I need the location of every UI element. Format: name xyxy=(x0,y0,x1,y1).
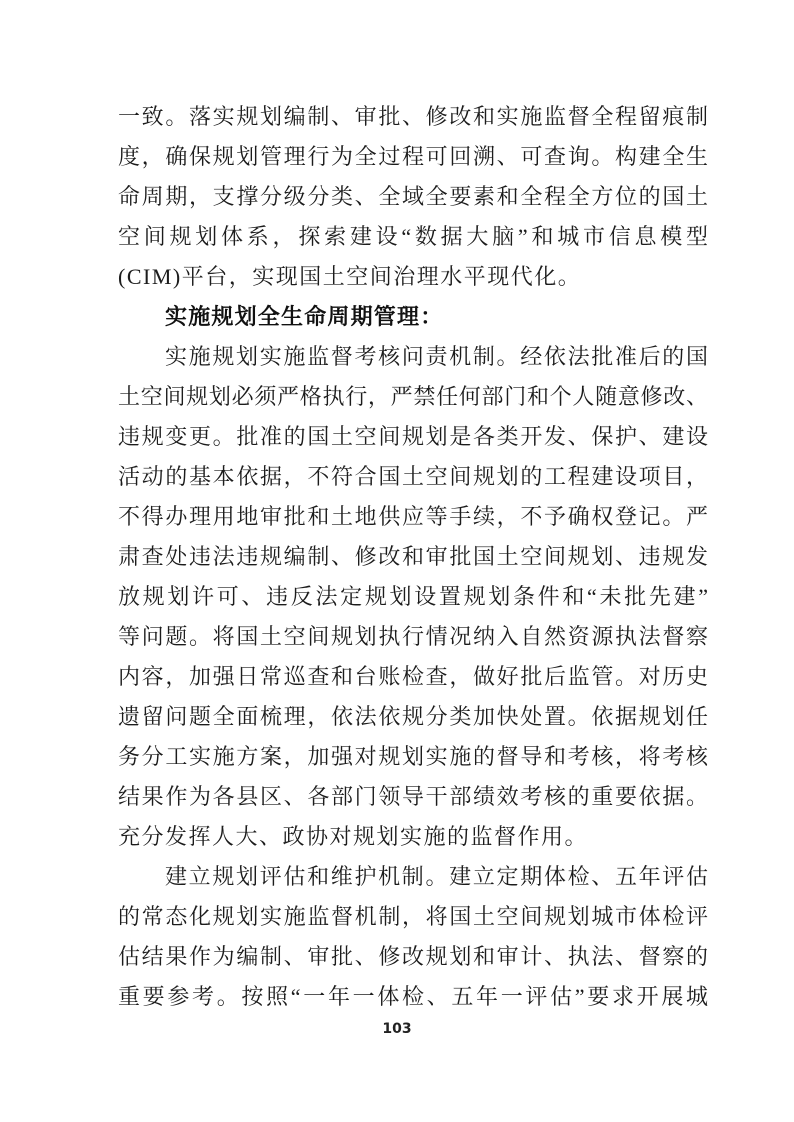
text-line: 建立规划评估和维护机制。建立定期体检、五年评估 xyxy=(165,864,708,889)
text-line: 结果作为各县区、各部门领导干部绩效考核的重要依据。 xyxy=(118,784,708,809)
text-line: 土空间规划必须严格执行，严禁任何部门和个人随意修改、 xyxy=(118,384,708,409)
text-line: (CIM)平台，实现国土空间治理水平现代化。 xyxy=(118,264,582,289)
text-line: 空间规划体系，探索建设“数据大脑”和城市信息模型 xyxy=(118,224,708,249)
section-heading: 实施规划全生命周期管理： xyxy=(165,304,444,329)
text-line: 充分发挥人大、政协对规划实施的监督作用。 xyxy=(118,824,589,849)
text-line: 度，确保规划管理行为全过程可回溯、可查询。构建全生 xyxy=(118,144,708,169)
text-line: 重要参考。按照“一年一体检、五年一评估”要求开展城 xyxy=(118,984,708,1009)
text-line: 放规划许可、违反法定规划设置规划条件和“未批先建” xyxy=(118,584,708,609)
text-line: 等问题。将国土空间规划执行情况纳入自然资源执法督察 xyxy=(118,624,708,649)
text-line: 实施规划实施监督考核问责机制。经依法批准后的国 xyxy=(165,344,708,369)
page-number: 103 xyxy=(382,1021,412,1037)
text-line: 务分工实施方案，加强对规划实施的督导和考核，将考核 xyxy=(118,744,708,769)
text-line: 不得办理用地审批和土地供应等手续，不予确权登记。严 xyxy=(118,504,708,529)
text-line: 遗留问题全面梳理，依法依规分类加快处置。依据规划任 xyxy=(118,704,708,729)
text-content xyxy=(118,97,708,1017)
text-line: 估结果作为编制、审批、修改规划和审计、执法、督察的 xyxy=(118,944,708,969)
text-line: 内容，加强日常巡查和台账检查，做好批后监管。对历史 xyxy=(118,664,708,689)
text-line: 的常态化规划实施监督机制，将国土空间规划城市体检评 xyxy=(118,904,708,929)
text-line: 命周期，支撑分级分类、全域全要素和全程全方位的国土 xyxy=(118,184,708,209)
text-line: 肃查处违法违规编制、修改和审批国土空间规划、违规发 xyxy=(118,544,708,569)
text-line: 一致。落实规划编制、审批、修改和实施监督全程留痕制 xyxy=(118,104,708,129)
text-line: 活动的基本依据，不符合国土空间规划的工程建设项目， xyxy=(118,464,708,489)
text-line: 违规变更。批准的国土空间规划是各类开发、保护、建设 xyxy=(118,424,708,449)
